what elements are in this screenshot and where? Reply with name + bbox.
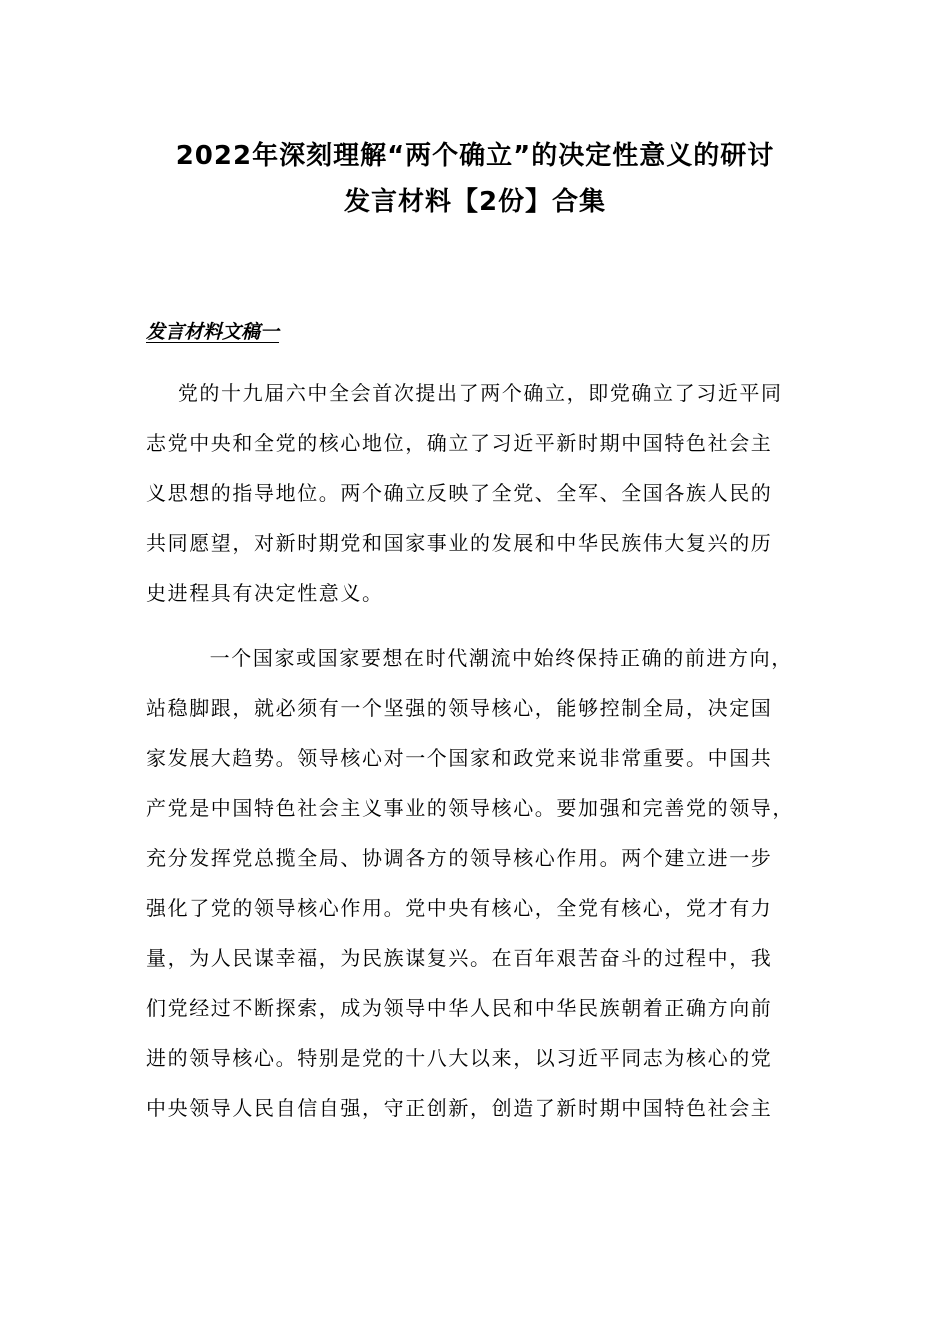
document-title-line-1: 2022年深刻理解“两个确立”的决定性意义的研讨 — [175, 141, 775, 171]
paragraph-line: 中央领导人民自信自强，守正创新，创造了新时期中国特色社会主 — [146, 1096, 773, 1120]
paragraph-line: 志党中央和全党的核心地位，确立了习近平新时期中国特色社会主 — [146, 431, 773, 455]
paragraph-line: 义思想的指导地位。两个确立反映了全党、全军、全国各族人民的 — [146, 481, 773, 505]
paragraph-line: 进的领导核心。特别是党的十八大以来，以习近平同志为核心的党 — [146, 1046, 773, 1070]
paragraph-line: 家发展大趋势。领导核心对一个国家和政党来说非常重要。中国共 — [146, 746, 773, 770]
document-title-line-2: 发言材料【2份】合集 — [343, 187, 607, 217]
paragraph-line: 们党经过不断探索，成为领导中华人民和中华民族朝着正确方向前 — [146, 996, 773, 1020]
paragraph-line: 站稳脚跟，就必须有一个坚强的领导核心，能够控制全局，决定国 — [146, 696, 773, 720]
paragraph-line: 充分发挥党总揽全局、协调各方的领导核心作用。两个建立进一步 — [146, 846, 773, 870]
paragraph-line: 共同愿望，对新时期党和国家事业的发展和中华民族伟大复兴的历 — [146, 531, 773, 555]
paragraph-line: 史进程具有决定性意义。 — [146, 581, 384, 605]
paragraph-line: 产党是中国特色社会主义事业的领导核心。要加强和完善党的领导， — [146, 796, 794, 820]
paragraph-line: 量，为人民谋幸福，为民族谋复兴。在百年艰苦奋斗的过程中，我 — [146, 946, 773, 970]
paragraph-line: 强化了党的领导核心作用。党中央有核心，全党有核心，党才有力 — [146, 896, 773, 920]
section-heading: 发言材料文稿一 — [146, 321, 280, 343]
paragraph-line: 党的十九届六中全会首次提出了两个确立，即党确立了习近平同 — [146, 381, 783, 405]
paragraph-line: 一个国家或国家要想在时代潮流中始终保持正确的前进方向， — [146, 646, 793, 670]
